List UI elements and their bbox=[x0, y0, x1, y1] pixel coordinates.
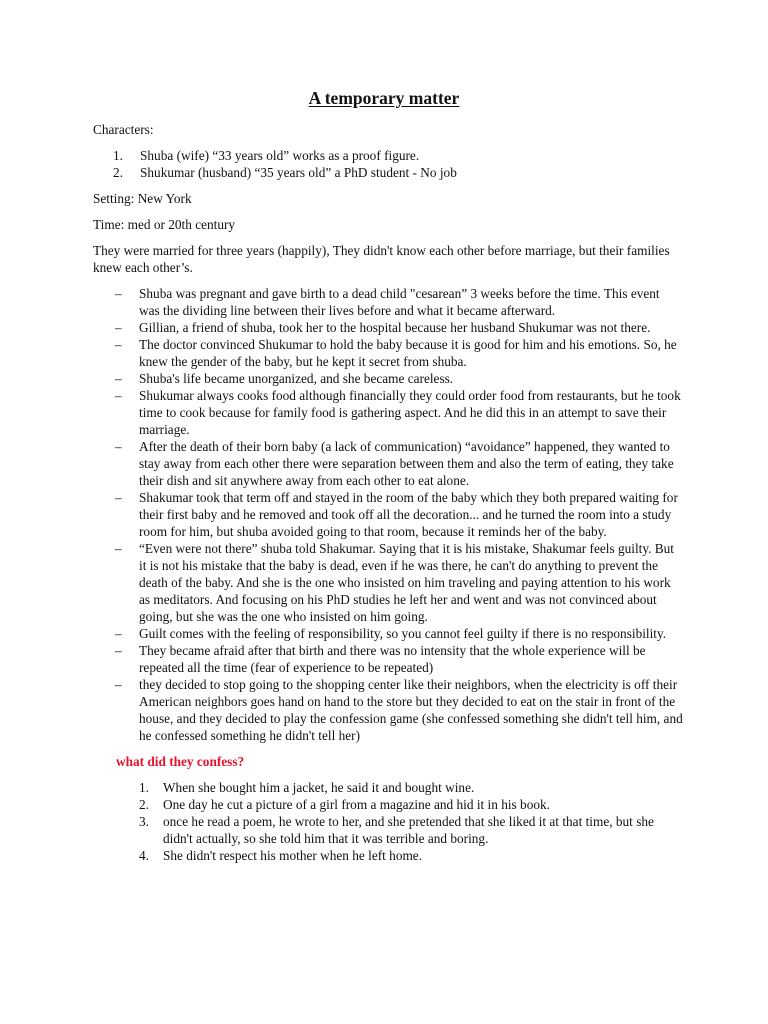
dash-marker: – bbox=[115, 677, 122, 692]
list-item bbox=[93, 642, 683, 676]
list-item bbox=[93, 625, 683, 642]
dash-marker: – bbox=[115, 490, 122, 505]
dash-marker: – bbox=[115, 439, 122, 454]
list-item-text: One day he cut a picture of a girl from a magazine and hid it in his book. bbox=[163, 797, 550, 812]
list-item-text: They became afraid after that birth and there was no intensity that the whole experience will be repeated all the time (fear of experience to be repeated) bbox=[139, 643, 646, 675]
list-item-text: She didn't respect his mother when he left home. bbox=[163, 848, 423, 863]
document-title: A temporary matter bbox=[308, 88, 460, 108]
list-item-text: Shukumar always cooks food although financially they could order food from restaurants, but he took time to cook because for family food is gathering aspect. And he did this in an attempt to save their marriage. bbox=[139, 388, 681, 437]
characters-label: Characters: bbox=[93, 122, 154, 137]
list-item-text: they decided to stop going to the shopping center like their neighbors, when the electricity is off their American neighbors goes hand on hand to the store but they decided to eat on the stair in front of the house, and they decided to play the confession game (she confessed something she didn't tell him, and he confessed something he didn't tell her) bbox=[139, 677, 683, 743]
list-item bbox=[93, 336, 683, 370]
characters-list bbox=[93, 147, 683, 181]
list-item-text: After the death of their born baby (a lack of communication) “avoidance” happened, they wanted to stay away from each other there were separation between them and also the term of eating, they take their dish and sit anywhere away from each other to eat alone. bbox=[139, 439, 674, 488]
summary-points-list bbox=[93, 285, 683, 744]
list-item-text: Shakumar took that term off and stayed in the room of the baby which they both prepared waiting for their first baby and he removed and took off all the decoration... and he turned the room into a study room for him, but shuba avoided going to that room, because it reminds her of the baby. bbox=[139, 490, 678, 539]
list-item-text: Guilt comes with the feeling of responsibility, so you cannot feel guilty if there is no responsibility. bbox=[139, 626, 667, 641]
setting-line: Setting: New York bbox=[93, 191, 192, 206]
document-body bbox=[93, 121, 683, 864]
list-item bbox=[93, 779, 683, 796]
confess-heading: what did they confess? bbox=[116, 754, 245, 769]
dash-marker: – bbox=[115, 643, 122, 658]
list-item-text: “Even were not there” shuba told Shakumar. Saying that it is his mistake, Shakumar feels guilty. But it is not his mistake that the baby is dead, even if he was there, he can't do anything to prevent the death of the baby. And she is the one who insisted on him traveling and paying attention to his work as meditators. And focusing on his PhD studies he left her and went and was not convinced about going, but she was the one who insisted on him going. bbox=[139, 541, 674, 624]
list-item bbox=[93, 438, 683, 489]
dash-marker: – bbox=[115, 320, 122, 335]
list-item-text: Shuba (wife) “33 years old” works as a proof figure. bbox=[140, 148, 420, 163]
confessions-list bbox=[93, 779, 683, 864]
list-item bbox=[93, 164, 683, 181]
list-item-text: Shuba's life became unorganized, and she became careless. bbox=[139, 371, 454, 386]
dash-marker: – bbox=[115, 626, 122, 641]
intro-paragraph: They were married for three years (happily), They didn't know each other before marriage, but their families knew each other’s. bbox=[93, 243, 670, 275]
list-item bbox=[93, 285, 683, 319]
list-item bbox=[93, 813, 683, 847]
list-marker: 3. bbox=[139, 814, 149, 829]
list-item-text: Gillian, a friend of shuba, took her to the hospital because her husband Shukumar was not there. bbox=[139, 320, 651, 335]
list-item-text: Shuba was pregnant and gave birth to a dead child "cesarean” 3 weeks before the time. This event was the dividing line between their lives before and what it became afterward. bbox=[139, 286, 660, 318]
list-item bbox=[93, 147, 683, 164]
list-item bbox=[93, 847, 683, 864]
list-item-text: once he read a poem, he wrote to her, and she pretended that she liked it at that time, but she didn't actually, so she told him that it was terrible and boring. bbox=[163, 814, 654, 846]
list-marker: 2. bbox=[113, 165, 123, 180]
list-item bbox=[93, 370, 683, 387]
dash-marker: – bbox=[115, 541, 122, 556]
list-item-text: The doctor convinced Shukumar to hold the baby because it is good for him and his emotions. So, he knew the gender of the baby, but he kept it secret from shuba. bbox=[139, 337, 677, 369]
dash-marker: – bbox=[115, 286, 122, 301]
list-item bbox=[93, 387, 683, 438]
list-item bbox=[93, 319, 683, 336]
dash-marker: – bbox=[115, 337, 122, 352]
list-item bbox=[93, 676, 683, 744]
dash-marker: – bbox=[115, 388, 122, 403]
list-item bbox=[93, 796, 683, 813]
list-item bbox=[93, 540, 683, 625]
time-line: Time: med or 20th century bbox=[93, 217, 236, 232]
list-marker: 1. bbox=[113, 148, 123, 163]
list-item-text: Shukumar (husband) “35 years old” a PhD student - No job bbox=[140, 165, 457, 180]
list-item-text: When she bought him a jacket, he said it and bought wine. bbox=[163, 780, 475, 795]
list-marker: 4. bbox=[139, 848, 149, 863]
list-marker: 1. bbox=[139, 780, 149, 795]
list-marker: 2. bbox=[139, 797, 149, 812]
dash-marker: – bbox=[115, 371, 122, 386]
list-item bbox=[93, 489, 683, 540]
